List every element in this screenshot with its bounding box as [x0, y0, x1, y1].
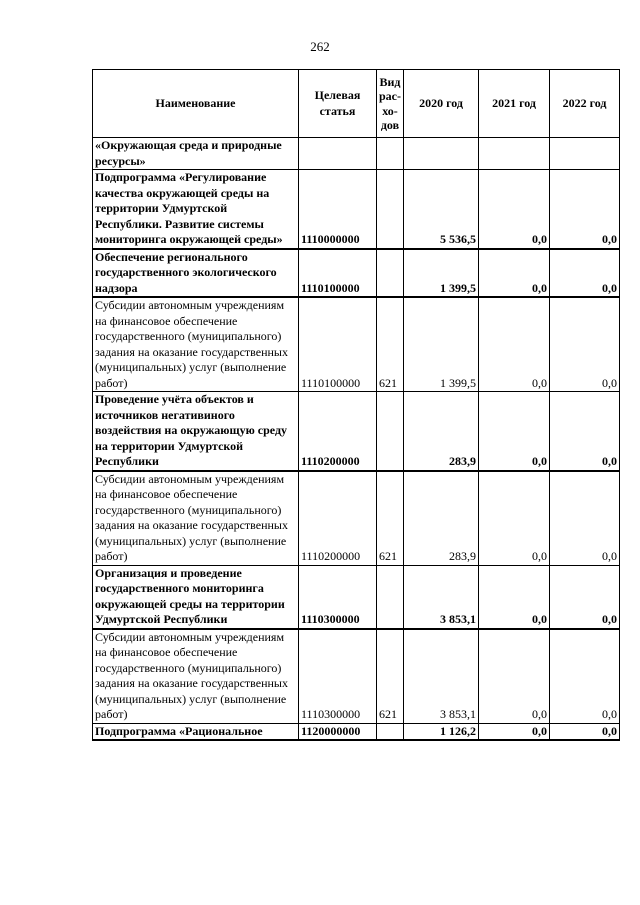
header-name: Наименование — [93, 70, 299, 138]
row-value-2021: 0,0 — [479, 723, 550, 740]
row-name: Субсидии автономным учреждениям на финансовое обеспечение государственного (муниципального) задания на оказание государственных (муниципальных) услуг (выполнение работ) — [93, 629, 299, 724]
row-value-2021: 0,0 — [479, 565, 550, 629]
table-row — [93, 629, 620, 724]
table-row — [93, 392, 620, 471]
row-target-article: 1110200000 — [299, 392, 377, 471]
row-name: Субсидии автономным учреждениям на финансовое обеспечение государственного (муниципального) задания на оказание государственных (муниципальных) услуг (выполнение работ) — [93, 297, 299, 392]
row-value-2021: 0,0 — [479, 471, 550, 566]
row-target-article: 1110000000 — [299, 170, 377, 249]
row-value-2022: 0,0 — [550, 249, 620, 298]
header-expense-kind-line: рас- — [379, 89, 401, 103]
header-2022: 2022 год — [550, 70, 620, 138]
row-value-2020: 5 536,5 — [404, 170, 479, 249]
row-name: Обеспечение регионального государственного экологического надзора — [93, 249, 299, 298]
row-target-article: 1110300000 — [299, 629, 377, 724]
row-value-2020: 283,9 — [404, 471, 479, 566]
row-expense-kind — [377, 138, 404, 170]
row-value-2020 — [404, 138, 479, 170]
row-value-2020: 3 853,1 — [404, 565, 479, 629]
row-value-2022: 0,0 — [550, 723, 620, 740]
row-target-article — [299, 138, 377, 170]
table-row — [93, 170, 620, 249]
row-target-article: 1110200000 — [299, 471, 377, 566]
header-expense-kind-line: Вид — [379, 74, 401, 89]
row-value-2020: 1 126,2 — [404, 723, 479, 740]
table-row — [93, 249, 620, 298]
header-expense-kind-line: хо- — [382, 103, 398, 118]
row-expense-kind — [377, 723, 404, 740]
page-number: 262 — [310, 39, 330, 54]
header-target-article-line2: статья — [319, 103, 356, 118]
row-name: Проведение учёта объектов и источников негативиного воздействия на окружающую среду на территории Удмуртской Республики — [93, 392, 299, 471]
header-target-article — [299, 70, 377, 138]
row-expense-kind: 621 — [377, 297, 404, 392]
header-2021: 2021 год — [479, 70, 550, 138]
row-name: «Окружающая среда и природные ресурсы» — [93, 138, 299, 170]
table-row — [93, 565, 620, 629]
row-expense-kind: 621 — [377, 471, 404, 566]
row-value-2022: 0,0 — [550, 629, 620, 724]
header-2020: 2020 год — [404, 70, 479, 138]
header-expense-kind-line: дов — [380, 118, 400, 132]
header-target-article-line1: Целевая — [314, 88, 361, 102]
row-value-2022 — [550, 138, 620, 170]
row-value-2022: 0,0 — [550, 471, 620, 566]
table-row — [93, 723, 620, 740]
row-expense-kind — [377, 565, 404, 629]
row-value-2020: 1 399,5 — [404, 297, 479, 392]
table-row — [93, 138, 620, 170]
table-row — [93, 297, 620, 392]
row-value-2021: 0,0 — [479, 392, 550, 471]
row-target-article: 1110300000 — [299, 565, 377, 629]
row-value-2021: 0,0 — [479, 297, 550, 392]
table-header-row — [93, 70, 620, 138]
table-row — [93, 471, 620, 566]
row-value-2022: 0,0 — [550, 297, 620, 392]
row-value-2021: 0,0 — [479, 629, 550, 724]
row-name: Организация и проведение государственного мониторинга окружающей среды на территории Удмуртской Республики — [93, 565, 299, 629]
row-value-2022: 0,0 — [550, 565, 620, 629]
row-name: Подпрограмма «Рациональное — [93, 723, 299, 740]
row-value-2021 — [479, 138, 550, 170]
row-value-2020: 3 853,1 — [404, 629, 479, 724]
row-expense-kind — [377, 392, 404, 471]
row-value-2020: 283,9 — [404, 392, 479, 471]
row-value-2021: 0,0 — [479, 170, 550, 249]
row-target-article: 1120000000 — [299, 723, 377, 740]
row-name: Подпрограмма «Регулирование качества окружающей среды на территории Удмуртской Республики. Развитие системы мониторинга окружающей среды» — [93, 170, 299, 249]
row-target-article: 1110100000 — [299, 249, 377, 298]
budget-table — [92, 69, 620, 741]
row-target-article: 1110100000 — [299, 297, 377, 392]
row-expense-kind — [377, 249, 404, 298]
row-name: Субсидии автономным учреждениям на финансовое обеспечение государственного (муниципального) задания на оказание государственных (муниципальных) услуг (выполнение работ) — [93, 471, 299, 566]
header-expense-kind — [377, 70, 404, 138]
row-value-2020: 1 399,5 — [404, 249, 479, 298]
row-value-2022: 0,0 — [550, 170, 620, 249]
row-value-2021: 0,0 — [479, 249, 550, 298]
row-expense-kind — [377, 170, 404, 249]
row-value-2022: 0,0 — [550, 392, 620, 471]
row-expense-kind: 621 — [377, 629, 404, 724]
